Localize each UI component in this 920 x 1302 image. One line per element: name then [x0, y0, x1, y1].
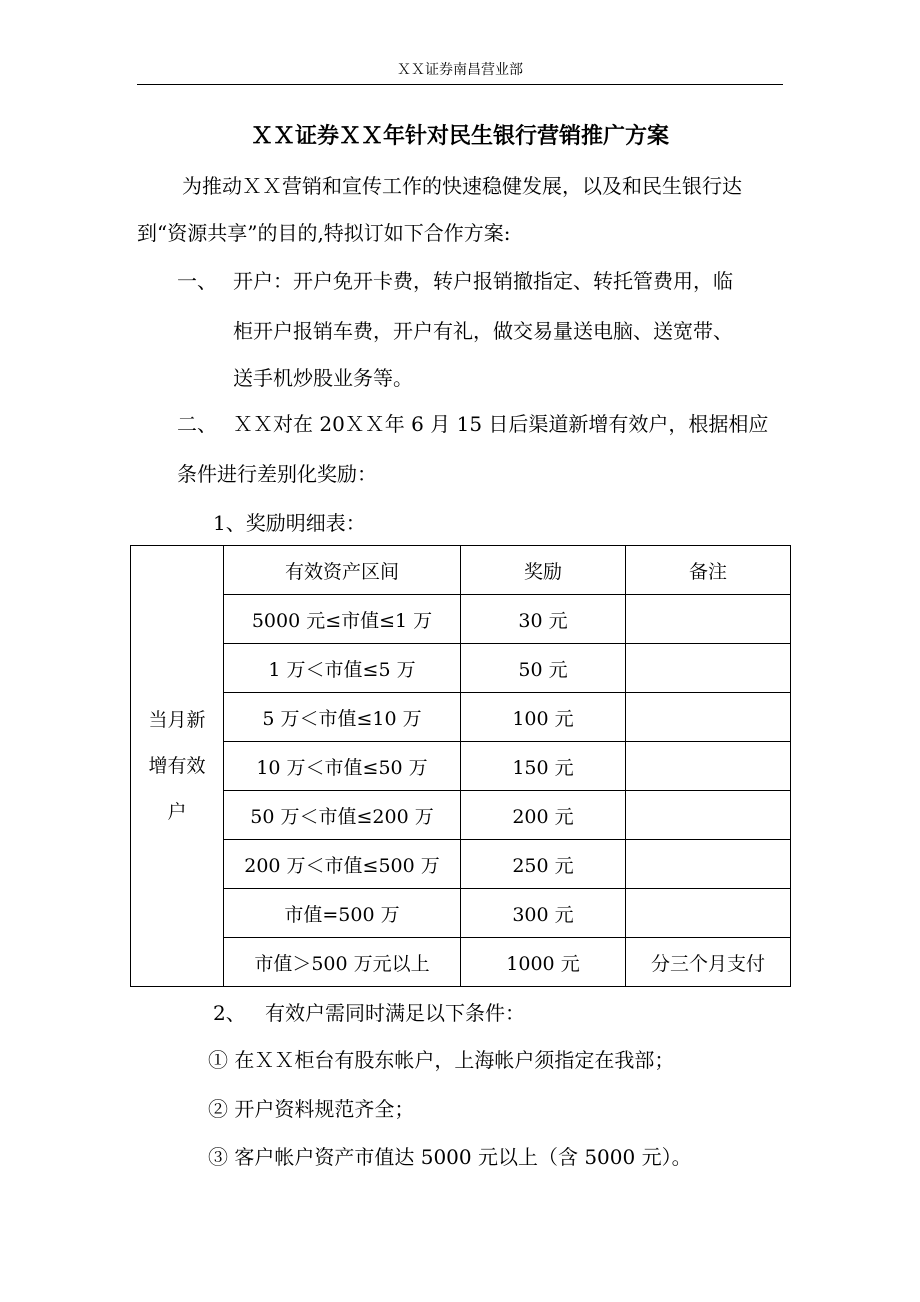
reward-cell: 200 元: [461, 791, 626, 840]
range-cell: 200 万＜市值≤500 万: [224, 840, 461, 889]
reward-cell: 30 元: [461, 595, 626, 644]
note-cell: [626, 889, 791, 938]
table-row: [131, 938, 791, 987]
section1-line-2: 柜开户报销车费，开户有礼，做交易量送电脑、送宽带、: [233, 319, 733, 343]
range-cell: 5 万＜市值≤10 万: [224, 693, 461, 742]
intro-line-2: 到“资源共享”的目的,特拟订如下合作方案:: [137, 221, 511, 245]
header-rule: [137, 84, 783, 85]
row-group-header: [131, 546, 224, 987]
note-cell: [626, 693, 791, 742]
range-cell: 市值=500 万: [224, 889, 461, 938]
column-header-note: 备注: [626, 546, 791, 595]
section1-line-3: 送手机炒股业务等。: [233, 366, 413, 390]
reward-cell: 150 元: [461, 742, 626, 791]
note-cell: [626, 742, 791, 791]
conditions-number: 2、: [213, 1001, 246, 1025]
table-row: [131, 840, 791, 889]
condition-item: ③ 客户帐户资产市值达 5000 元以上（含 5000 元）。: [208, 1145, 692, 1169]
table-row: [131, 693, 791, 742]
section1-line-1: 开户：开户免开卡费，转户报销撤指定、转托管费用，临: [233, 269, 733, 293]
table-row: [131, 889, 791, 938]
table-row: [131, 791, 791, 840]
row-group-header-line-2: 增有效: [148, 755, 206, 777]
reward-cell: 50 元: [461, 644, 626, 693]
note-cell: 分三个月支付: [626, 938, 791, 987]
note-cell: [626, 644, 791, 693]
reward-cell: 300 元: [461, 889, 626, 938]
condition-item: ① 在ＸＸ柜台有股东帐户，上海帐户须指定在我部；: [208, 1048, 675, 1072]
section2-line-2: 条件进行差别化奖励：: [177, 462, 377, 486]
page-header: ＸＸ证券南昌营业部: [397, 62, 523, 78]
row-group-header-line-1: 当月新: [148, 709, 206, 731]
table-header-row: [131, 546, 791, 595]
conditions-heading: 有效户需同时满足以下条件：: [265, 1001, 525, 1025]
column-header-range: 有效资产区间: [224, 546, 461, 595]
note-cell: [626, 840, 791, 889]
table-row: [131, 644, 791, 693]
column-header-reward: 奖励: [461, 546, 626, 595]
reward-cell: 250 元: [461, 840, 626, 889]
reward-table: [130, 545, 791, 987]
note-cell: [626, 791, 791, 840]
range-cell: 50 万＜市值≤200 万: [224, 791, 461, 840]
range-cell: 10 万＜市值≤50 万: [224, 742, 461, 791]
section2-number: 二、: [177, 412, 217, 436]
range-cell: 5000 元≤市值≤1 万: [224, 595, 461, 644]
condition-item: ② 开户资料规范齐全；: [208, 1097, 415, 1121]
table-caption: 1、奖励明细表：: [213, 511, 366, 535]
range-cell: 市值＞500 万元以上: [224, 938, 461, 987]
intro-line-1: 为推动ＸＸ营销和宣传工作的快速稳健发展，以及和民生银行达: [182, 174, 742, 198]
section2-line-1: ＸＸ对在 20ＸＸ年 6 月 15 日后渠道新增有效户，根据相应: [233, 412, 769, 436]
range-cell: 1 万＜市值≤5 万: [224, 644, 461, 693]
reward-cell: 1000 元: [461, 938, 626, 987]
reward-cell: 100 元: [461, 693, 626, 742]
table-row: [131, 595, 791, 644]
section1-number: 一、: [177, 269, 217, 293]
row-group-header-line-3: 户: [167, 801, 187, 823]
table-row: [131, 742, 791, 791]
note-cell: [626, 595, 791, 644]
document-title: ＸＸ证券ＸＸ年针对民生银行营销推广方案: [250, 123, 669, 149]
